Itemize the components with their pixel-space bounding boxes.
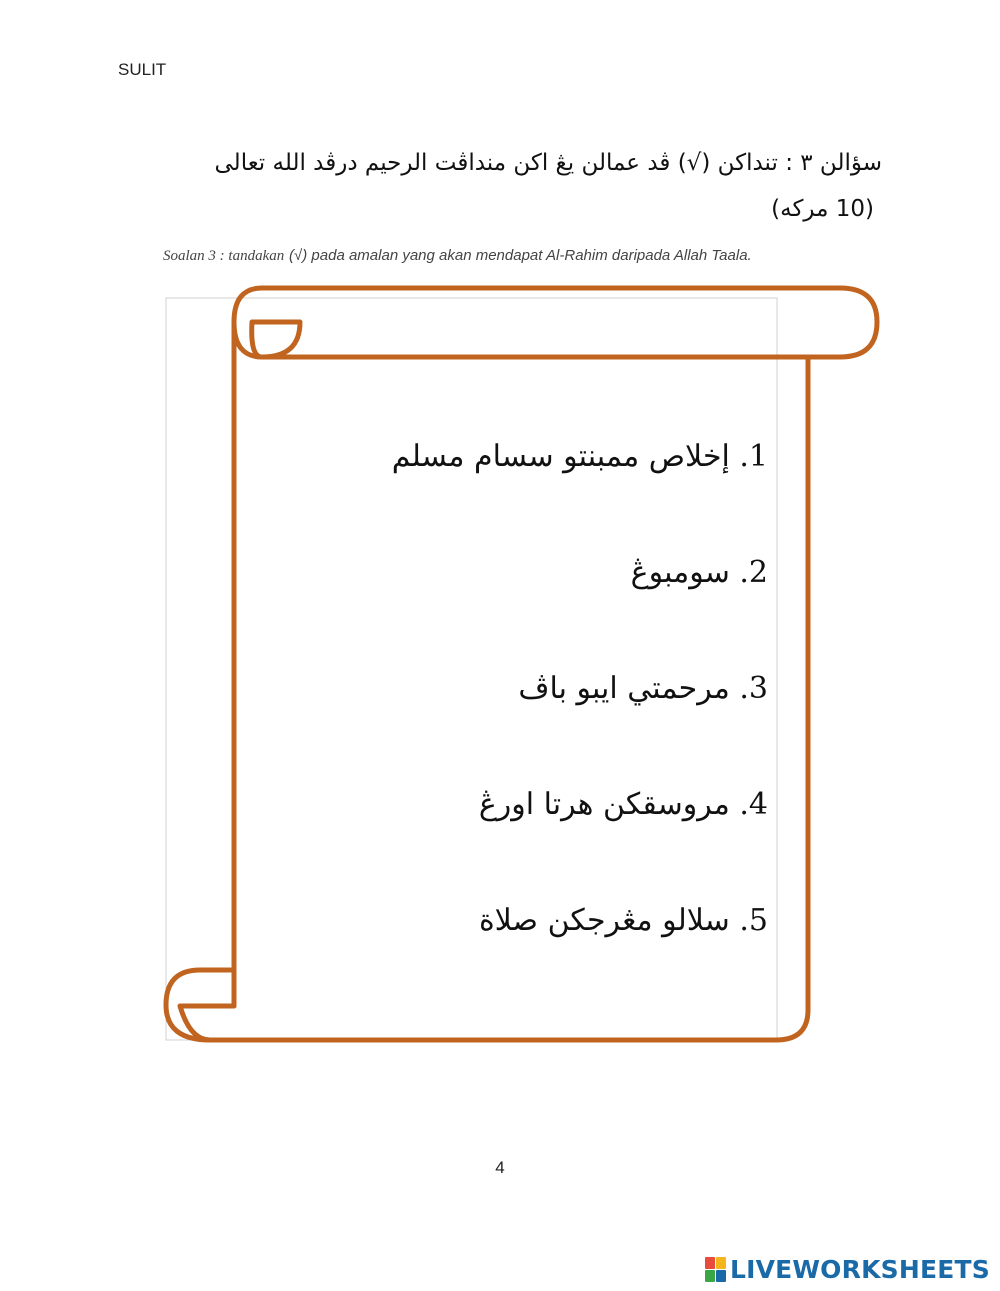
- question-malay-prefix: Soalan 3 : tandakan: [163, 248, 285, 264]
- brand-name: LIVEWORKSHEETS: [729, 1255, 990, 1284]
- page-number: 4: [495, 1158, 505, 1177]
- answer-list: [300, 432, 768, 1012]
- list-item[interactable]: 5. سلالو مڠرجكن صلاة: [478, 903, 768, 938]
- header-label: SULIT: [118, 60, 167, 79]
- brand-logo[interactable]: [705, 1255, 990, 1284]
- question-marks: (10 مركه): [771, 196, 874, 222]
- scroll-bottom-curl: [166, 970, 234, 1040]
- list-item[interactable]: 4. مروسقكن هرتا اورڠ: [478, 787, 768, 822]
- question-arabic-line: سؤالن ٣ : تنداكن (√) ڤد عمالن يڠ اكن منداڤت الرحيم درڤد الله تعالى: [214, 150, 882, 176]
- list-item[interactable]: 3. مرحمتي ايبو باڤ: [518, 671, 768, 706]
- liveworksheets-icon: [705, 1257, 726, 1282]
- list-item[interactable]: 2. سومبوڠ: [630, 555, 768, 590]
- list-item[interactable]: 1. إخلاص ممبنتو سسام مسلم: [391, 439, 768, 474]
- question-malay-rest: (√) pada amalan yang akan mendapat Al-Rahim daripada Allah Taala.: [289, 247, 752, 264]
